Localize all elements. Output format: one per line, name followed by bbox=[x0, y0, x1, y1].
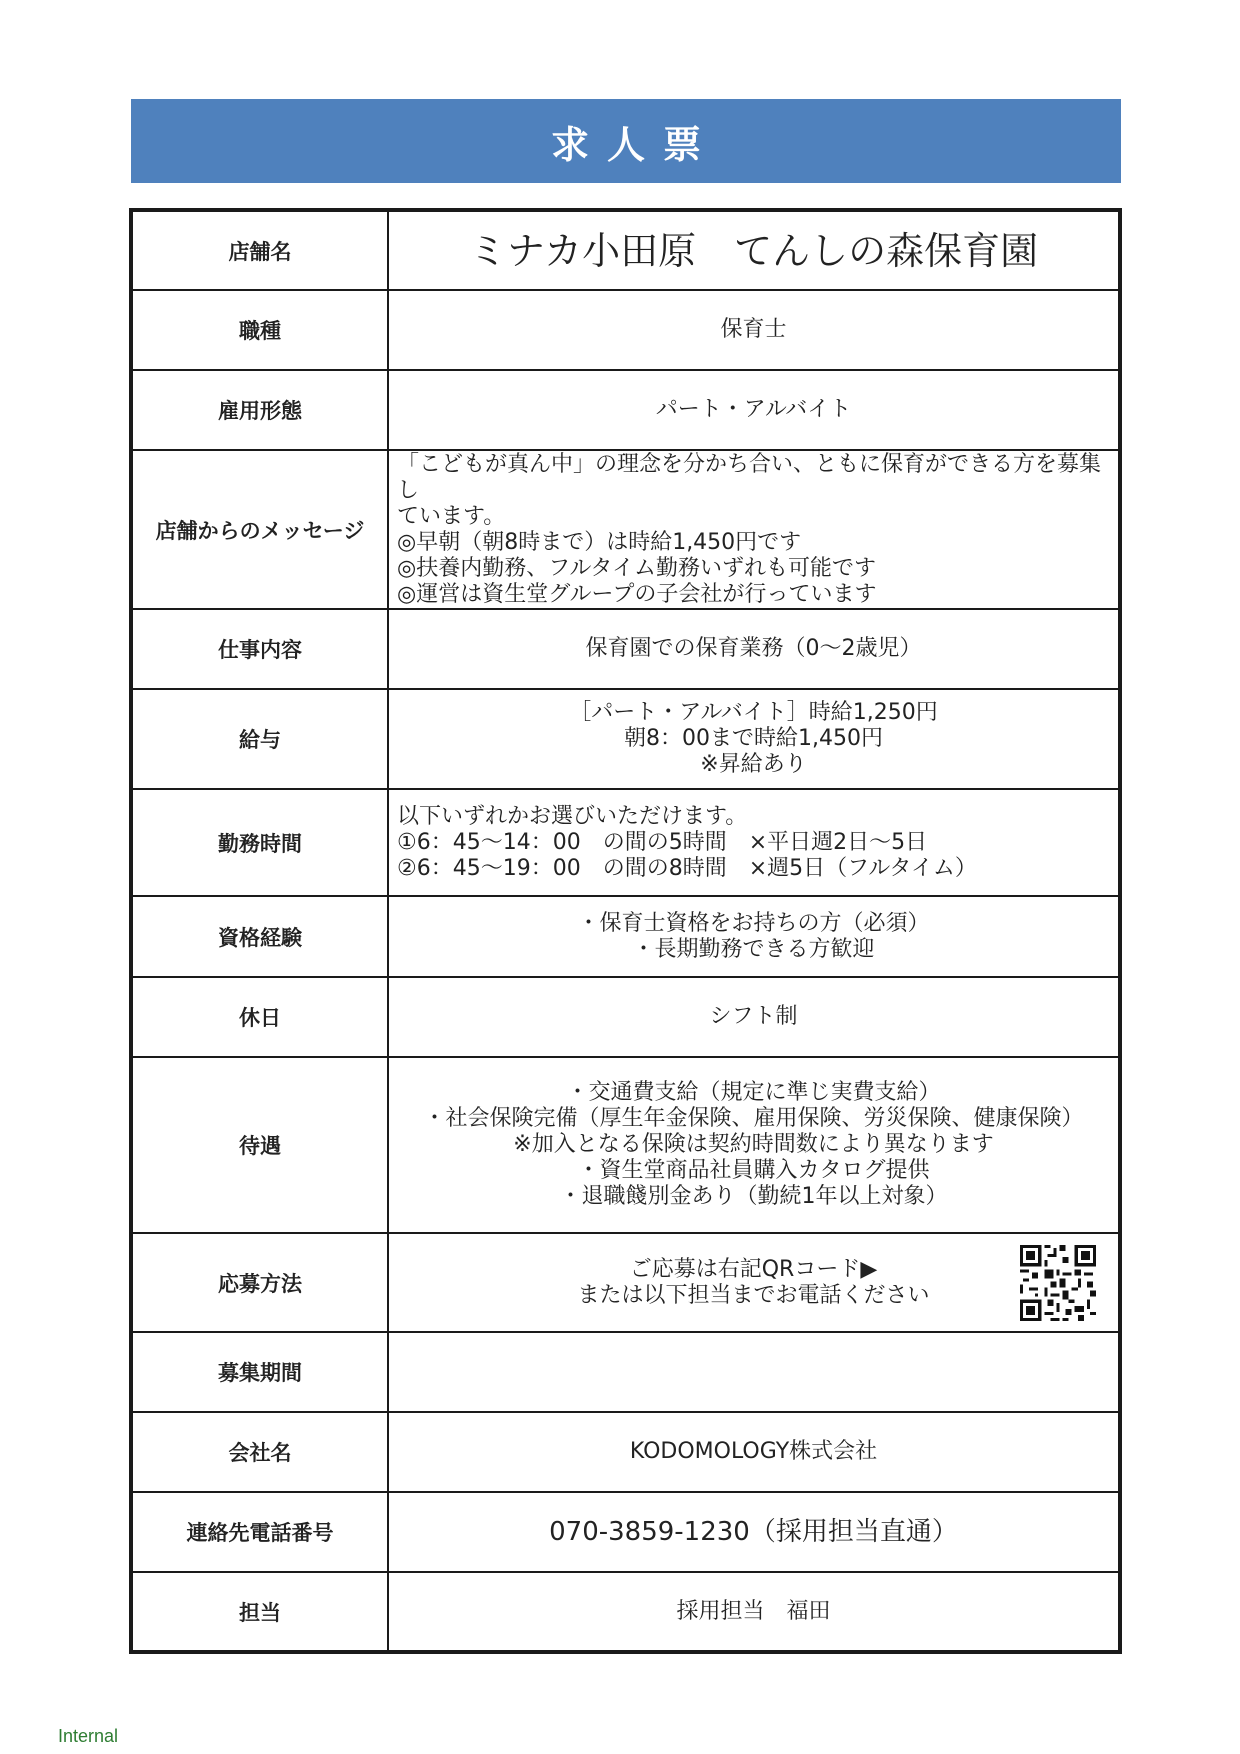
person-in-charge: 採用担当 福田 bbox=[388, 1572, 1120, 1652]
message-line: ◎扶養内勤務、フルタイム勤務いずれも可能です bbox=[397, 555, 876, 581]
benefits bbox=[388, 1057, 1120, 1233]
table-row bbox=[131, 789, 1120, 896]
recruitment-period bbox=[388, 1332, 1120, 1412]
table-row bbox=[131, 210, 1120, 290]
job-table bbox=[129, 208, 1122, 1654]
benefit-line: ・資生堂商品社員購入カタログ提供 bbox=[577, 1158, 930, 1183]
table-row bbox=[131, 290, 1120, 370]
row-label: 仕事内容 bbox=[131, 609, 388, 689]
row-label: 雇用形態 bbox=[131, 370, 388, 450]
table-row bbox=[131, 977, 1120, 1057]
row-label: 休日 bbox=[131, 977, 388, 1057]
row-label: 募集期間 bbox=[131, 1332, 388, 1412]
table-row bbox=[131, 1332, 1120, 1412]
page-title: 求人票 bbox=[131, 99, 1121, 183]
salary-line: ［パート・アルバイト］時給1,250円 bbox=[569, 700, 938, 725]
table-row bbox=[131, 1412, 1120, 1492]
contact-phone: 070-3859-1230（採用担当直通） bbox=[388, 1492, 1120, 1572]
message-line: ◎早朝（朝8時まで）は時給1,450円です bbox=[397, 529, 802, 555]
hours-line: 以下いずれかお選びいただけます。 bbox=[397, 803, 748, 829]
row-label: 職種 bbox=[131, 290, 388, 370]
hours-line: ①6：45～14：00 の間の5時間 ×平日週2日～5日 bbox=[397, 829, 928, 855]
job-type: 保育士 bbox=[388, 290, 1120, 370]
company-name: KODOMOLOGY株式会社 bbox=[388, 1412, 1120, 1492]
classification-label: Internal bbox=[58, 1726, 119, 1746]
row-label: 応募方法 bbox=[131, 1233, 388, 1332]
salary-line: 朝8：00まで時給1,450円 bbox=[624, 726, 883, 751]
store-message bbox=[388, 450, 1120, 609]
employment-type: パート・アルバイト bbox=[388, 370, 1120, 450]
row-label: 店舗からのメッセージ bbox=[131, 450, 388, 609]
table-row bbox=[131, 689, 1120, 789]
working-hours bbox=[388, 789, 1120, 896]
benefit-line: ・退職餞別金あり（勤続1年以上対象） bbox=[559, 1184, 948, 1209]
row-label: 会社名 bbox=[131, 1412, 388, 1492]
qr-code-icon[interactable] bbox=[1020, 1245, 1096, 1321]
row-label: 連絡先電話番号 bbox=[131, 1492, 388, 1572]
table-row bbox=[131, 1492, 1120, 1572]
message-line: ています。 bbox=[397, 503, 506, 529]
salary bbox=[388, 689, 1120, 789]
row-label: 担当 bbox=[131, 1572, 388, 1652]
table-row bbox=[131, 1057, 1120, 1233]
table-row bbox=[131, 450, 1120, 609]
row-label: 待遇 bbox=[131, 1057, 388, 1233]
qualifications bbox=[388, 896, 1120, 977]
qualification-line: ・長期勤務できる方歓迎 bbox=[632, 936, 875, 962]
apply-line: ご応募は右記QRコード▶ bbox=[629, 1256, 878, 1282]
benefit-line: ・社会保険完備（厚生年金保険、雇用保険、労災保険、健康保険） bbox=[423, 1106, 1084, 1131]
hours-line: ②6：45～19：00 の間の8時間 ×週5日（フルタイム） bbox=[397, 855, 977, 881]
job-description: 保育園での保育業務（0～2歳児） bbox=[388, 609, 1120, 689]
benefit-line: ・交通費支給（規定に準じ実費支給） bbox=[566, 1080, 941, 1105]
table-row bbox=[131, 1233, 1120, 1332]
table-row bbox=[131, 1572, 1120, 1652]
apply-line: または以下担当までお電話ください bbox=[577, 1282, 930, 1308]
salary-line: ※昇給あり bbox=[700, 752, 807, 777]
row-label: 給与 bbox=[131, 689, 388, 789]
benefit-line: ※加入となる保険は契約時間数により異なります bbox=[513, 1132, 994, 1157]
table-row bbox=[131, 370, 1120, 450]
table-row bbox=[131, 609, 1120, 689]
row-label: 勤務時間 bbox=[131, 789, 388, 896]
holidays: シフト制 bbox=[388, 977, 1120, 1057]
message-line: 「こどもが真ん中」の理念を分かち合い、ともに保育ができる方を募集し bbox=[397, 451, 1102, 503]
application-method bbox=[388, 1233, 1120, 1332]
table-row bbox=[131, 896, 1120, 977]
qualification-line: ・保育士資格をお持ちの方（必須） bbox=[577, 910, 930, 936]
store-name: ミナカ小田原 てんしの森保育園 bbox=[388, 210, 1120, 290]
row-label: 資格経験 bbox=[131, 896, 388, 977]
message-line: ◎運営は資生堂グループの子会社が行っています bbox=[397, 581, 877, 607]
row-label: 店舗名 bbox=[131, 210, 388, 290]
